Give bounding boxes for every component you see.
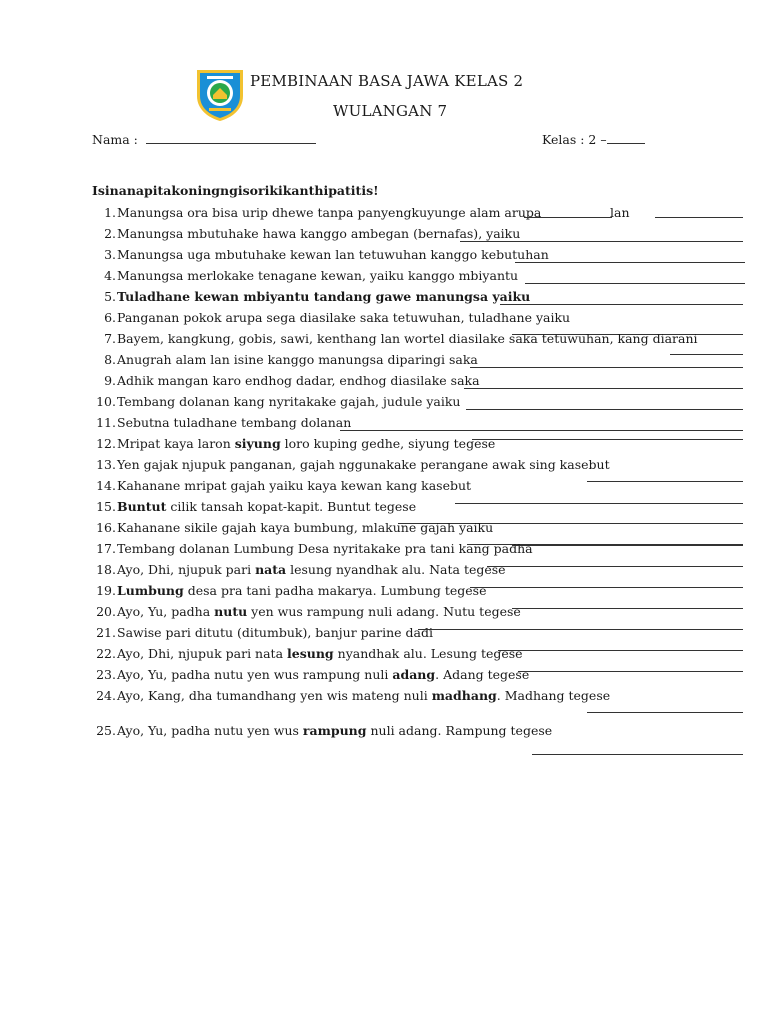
question-text-part: Ayo, Yu, padha nutu yen wus rampung nuli bbox=[117, 667, 393, 682]
name-answer-line[interactable] bbox=[146, 131, 316, 144]
answer-line[interactable] bbox=[524, 217, 612, 218]
answer-line[interactable] bbox=[532, 754, 743, 755]
question-text-part: Bayem, kangkung, gobis, sawi, kenthang lan wortel diasilake saka tetuwuhan, kang diarani bbox=[117, 331, 698, 346]
question-keyword: siyung bbox=[234, 436, 281, 451]
instruction: Isinanapitakoningngisorikikanthipatitis! bbox=[92, 183, 379, 198]
answer-line[interactable] bbox=[655, 217, 743, 218]
question-text-part: Kahanane sikile gajah kaya bumbung, mlakune gajah yaiku bbox=[117, 520, 494, 535]
question-item bbox=[92, 478, 752, 499]
question-number: 7. bbox=[104, 331, 116, 346]
answer-line[interactable] bbox=[470, 587, 743, 588]
question-number: 19. bbox=[96, 583, 116, 598]
question-number: 13. bbox=[96, 457, 116, 472]
question-connector-label: lan bbox=[610, 205, 630, 220]
question-text-part: . Adang tegese bbox=[435, 667, 530, 682]
answer-line[interactable] bbox=[340, 430, 743, 431]
question-text bbox=[117, 625, 433, 641]
school-crest-logo bbox=[193, 66, 247, 122]
question-text bbox=[117, 499, 416, 515]
question-text bbox=[117, 667, 529, 683]
question-text-part: Manungsa ora bisa urip dhewe tanpa panyengkuyunge alam arupa bbox=[117, 205, 542, 220]
question-number: 5. bbox=[104, 289, 116, 304]
question-text bbox=[117, 226, 520, 242]
question-item bbox=[92, 205, 752, 226]
question-text-part: Ayo, Kang, dha tumandhang yen wis mateng nuli bbox=[117, 688, 432, 703]
answer-line[interactable] bbox=[472, 439, 743, 440]
question-text-part: Panganan pokok arupa sega diasilake saka tetuwuhan, tuladhane yaiku bbox=[117, 310, 571, 325]
question-text-part: Anugrah alam lan isine kanggo manungsa diparingi saka bbox=[117, 352, 478, 367]
answer-line[interactable] bbox=[498, 650, 743, 651]
question-text-part: Ayo, Dhi, njupuk pari bbox=[117, 562, 256, 577]
question-text bbox=[117, 562, 506, 578]
answer-line[interactable] bbox=[464, 388, 743, 389]
question-text bbox=[117, 478, 471, 494]
question-item bbox=[92, 247, 752, 268]
answer-line[interactable] bbox=[466, 409, 743, 410]
question-item bbox=[92, 394, 752, 415]
question-text bbox=[117, 646, 523, 662]
question-number: 22. bbox=[96, 646, 116, 661]
question-item bbox=[92, 331, 752, 352]
question-item bbox=[92, 415, 752, 436]
class-field bbox=[542, 131, 645, 147]
question-text-part: cilik tansah kopat-kapit. Buntut tegese bbox=[166, 499, 417, 514]
name-field bbox=[92, 131, 316, 147]
question-text-part: Manungsa merlokake tenagane kewan, yaiku kanggo mbiyantu bbox=[117, 268, 519, 283]
question-keyword: rampung bbox=[302, 723, 367, 738]
question-text-part: yen wus rampung nuli adang. Nutu tegese bbox=[247, 604, 521, 619]
question-text bbox=[117, 310, 570, 326]
question-text bbox=[117, 289, 530, 305]
question-text bbox=[117, 205, 541, 221]
question-number: 12. bbox=[96, 436, 116, 451]
question-text bbox=[117, 688, 610, 704]
question-item bbox=[92, 457, 752, 478]
answer-line[interactable] bbox=[470, 367, 743, 368]
question-text bbox=[117, 247, 549, 263]
question-text bbox=[117, 352, 478, 368]
question-number: 10. bbox=[96, 394, 116, 409]
answer-line[interactable] bbox=[518, 671, 743, 672]
question-keyword: adang bbox=[392, 667, 436, 682]
question-text bbox=[117, 541, 533, 557]
page-title: PEMBINAAN BASA JAWA KELAS 2 bbox=[250, 72, 524, 90]
question-number: 8. bbox=[104, 352, 116, 367]
question-text-part: Manungsa uga mbutuhake kewan lan tetuwuhan kanggo kebutuhan bbox=[117, 247, 549, 262]
question-number: 23. bbox=[96, 667, 116, 682]
question-text bbox=[117, 457, 610, 473]
question-text-part: Ayo, Yu, padha nutu yen wus bbox=[117, 723, 303, 738]
question-number: 3. bbox=[104, 247, 116, 262]
question-item bbox=[92, 688, 752, 709]
question-keyword: Tuladhane kewan mbiyantu tandang gawe manungsa yaiku bbox=[117, 289, 531, 304]
question-number: 25. bbox=[96, 723, 116, 738]
question-text-part: Yen gajak njupuk panganan, gajah nggunakake perangane awak sing kasebut bbox=[117, 457, 610, 472]
question-text bbox=[117, 268, 518, 284]
page-subtitle: WULANGAN 7 bbox=[333, 102, 448, 120]
question-text-part: nyandhak alu. Lesung tegese bbox=[333, 646, 523, 661]
question-keyword: lesung bbox=[287, 646, 334, 661]
question-text bbox=[117, 373, 480, 389]
question-number: 1. bbox=[104, 205, 116, 220]
question-text-part: loro kuping gedhe, siyung tegese bbox=[280, 436, 496, 451]
question-item bbox=[92, 373, 752, 394]
question-keyword: nata bbox=[255, 562, 287, 577]
answer-line[interactable] bbox=[515, 262, 745, 263]
question-item bbox=[92, 352, 752, 373]
class-answer-line[interactable] bbox=[607, 131, 645, 144]
question-number: 11. bbox=[96, 415, 116, 430]
question-text-part: desa pra tani padha makarya. Lumbung tegese bbox=[183, 583, 487, 598]
answer-line[interactable] bbox=[418, 629, 743, 630]
question-text bbox=[117, 604, 521, 620]
question-item bbox=[92, 289, 752, 310]
answer-line[interactable] bbox=[500, 304, 743, 305]
question-number: 18. bbox=[96, 562, 116, 577]
question-keyword: Lumbung bbox=[117, 583, 184, 598]
question-text-part: Tembang dolanan kang nyritakake gajah, judule yaiku bbox=[117, 394, 461, 409]
question-text bbox=[117, 723, 552, 739]
question-text bbox=[117, 583, 487, 599]
question-text bbox=[117, 415, 351, 431]
question-text-part: . Madhang tegese bbox=[496, 688, 611, 703]
answer-line[interactable] bbox=[587, 712, 743, 713]
question-item bbox=[92, 520, 752, 541]
question-number: 21. bbox=[96, 625, 116, 640]
question-number: 2. bbox=[104, 226, 116, 241]
question-text bbox=[117, 331, 698, 347]
question-text-part: nuli adang. Rampung tegese bbox=[366, 723, 553, 738]
question-text bbox=[117, 436, 495, 452]
answer-line[interactable] bbox=[512, 545, 743, 546]
name-label: Nama : bbox=[92, 132, 138, 147]
answer-line[interactable] bbox=[460, 241, 743, 242]
answer-line[interactable] bbox=[525, 283, 745, 284]
answer-line[interactable] bbox=[512, 608, 743, 609]
question-keyword: Buntut bbox=[117, 499, 167, 514]
question-keyword: madhang bbox=[431, 688, 497, 703]
question-number: 15. bbox=[96, 499, 116, 514]
question-text-part: Kahanane mripat gajah yaiku kaya kewan kang kasebut bbox=[117, 478, 472, 493]
question-text bbox=[117, 520, 493, 536]
question-number: 9. bbox=[104, 373, 116, 388]
question-keyword: nutu bbox=[214, 604, 248, 619]
answer-line[interactable] bbox=[487, 566, 743, 567]
question-item bbox=[92, 268, 752, 289]
question-text-part: Adhik mangan karo endhog dadar, endhog diasilake saka bbox=[117, 373, 480, 388]
question-text-part: lesung nyandhak alu. Nata tegese bbox=[286, 562, 506, 577]
question-number: 14. bbox=[96, 478, 116, 493]
question-item bbox=[92, 310, 752, 331]
question-item bbox=[92, 499, 752, 520]
class-label: Kelas : 2 – bbox=[542, 132, 607, 147]
question-text-part: Ayo, Dhi, njupuk pari nata bbox=[117, 646, 288, 661]
question-number: 6. bbox=[104, 310, 116, 325]
question-text-part: Sawise pari ditutu (ditumbuk), banjur parine dadi bbox=[117, 625, 433, 640]
question-text bbox=[117, 394, 460, 410]
question-text-part: Manungsa mbutuhake hawa kanggo ambegan (bernafas), yaiku bbox=[117, 226, 521, 241]
question-number: 4. bbox=[104, 268, 116, 283]
question-text-part: Tembang dolanan Lumbung Desa nyritakake pra tani kang padha bbox=[117, 541, 533, 556]
question-item bbox=[92, 226, 752, 247]
question-text-part: Ayo, Yu, padha bbox=[117, 604, 215, 619]
question-number: 20. bbox=[96, 604, 116, 619]
question-number: 17. bbox=[96, 541, 116, 556]
question-number: 16. bbox=[96, 520, 116, 535]
question-text-part: Sebutna tuladhane tembang dolanan bbox=[117, 415, 352, 430]
question-number: 24. bbox=[96, 688, 116, 703]
question-item bbox=[92, 723, 752, 744]
question-text-part: Mripat kaya laron bbox=[117, 436, 235, 451]
